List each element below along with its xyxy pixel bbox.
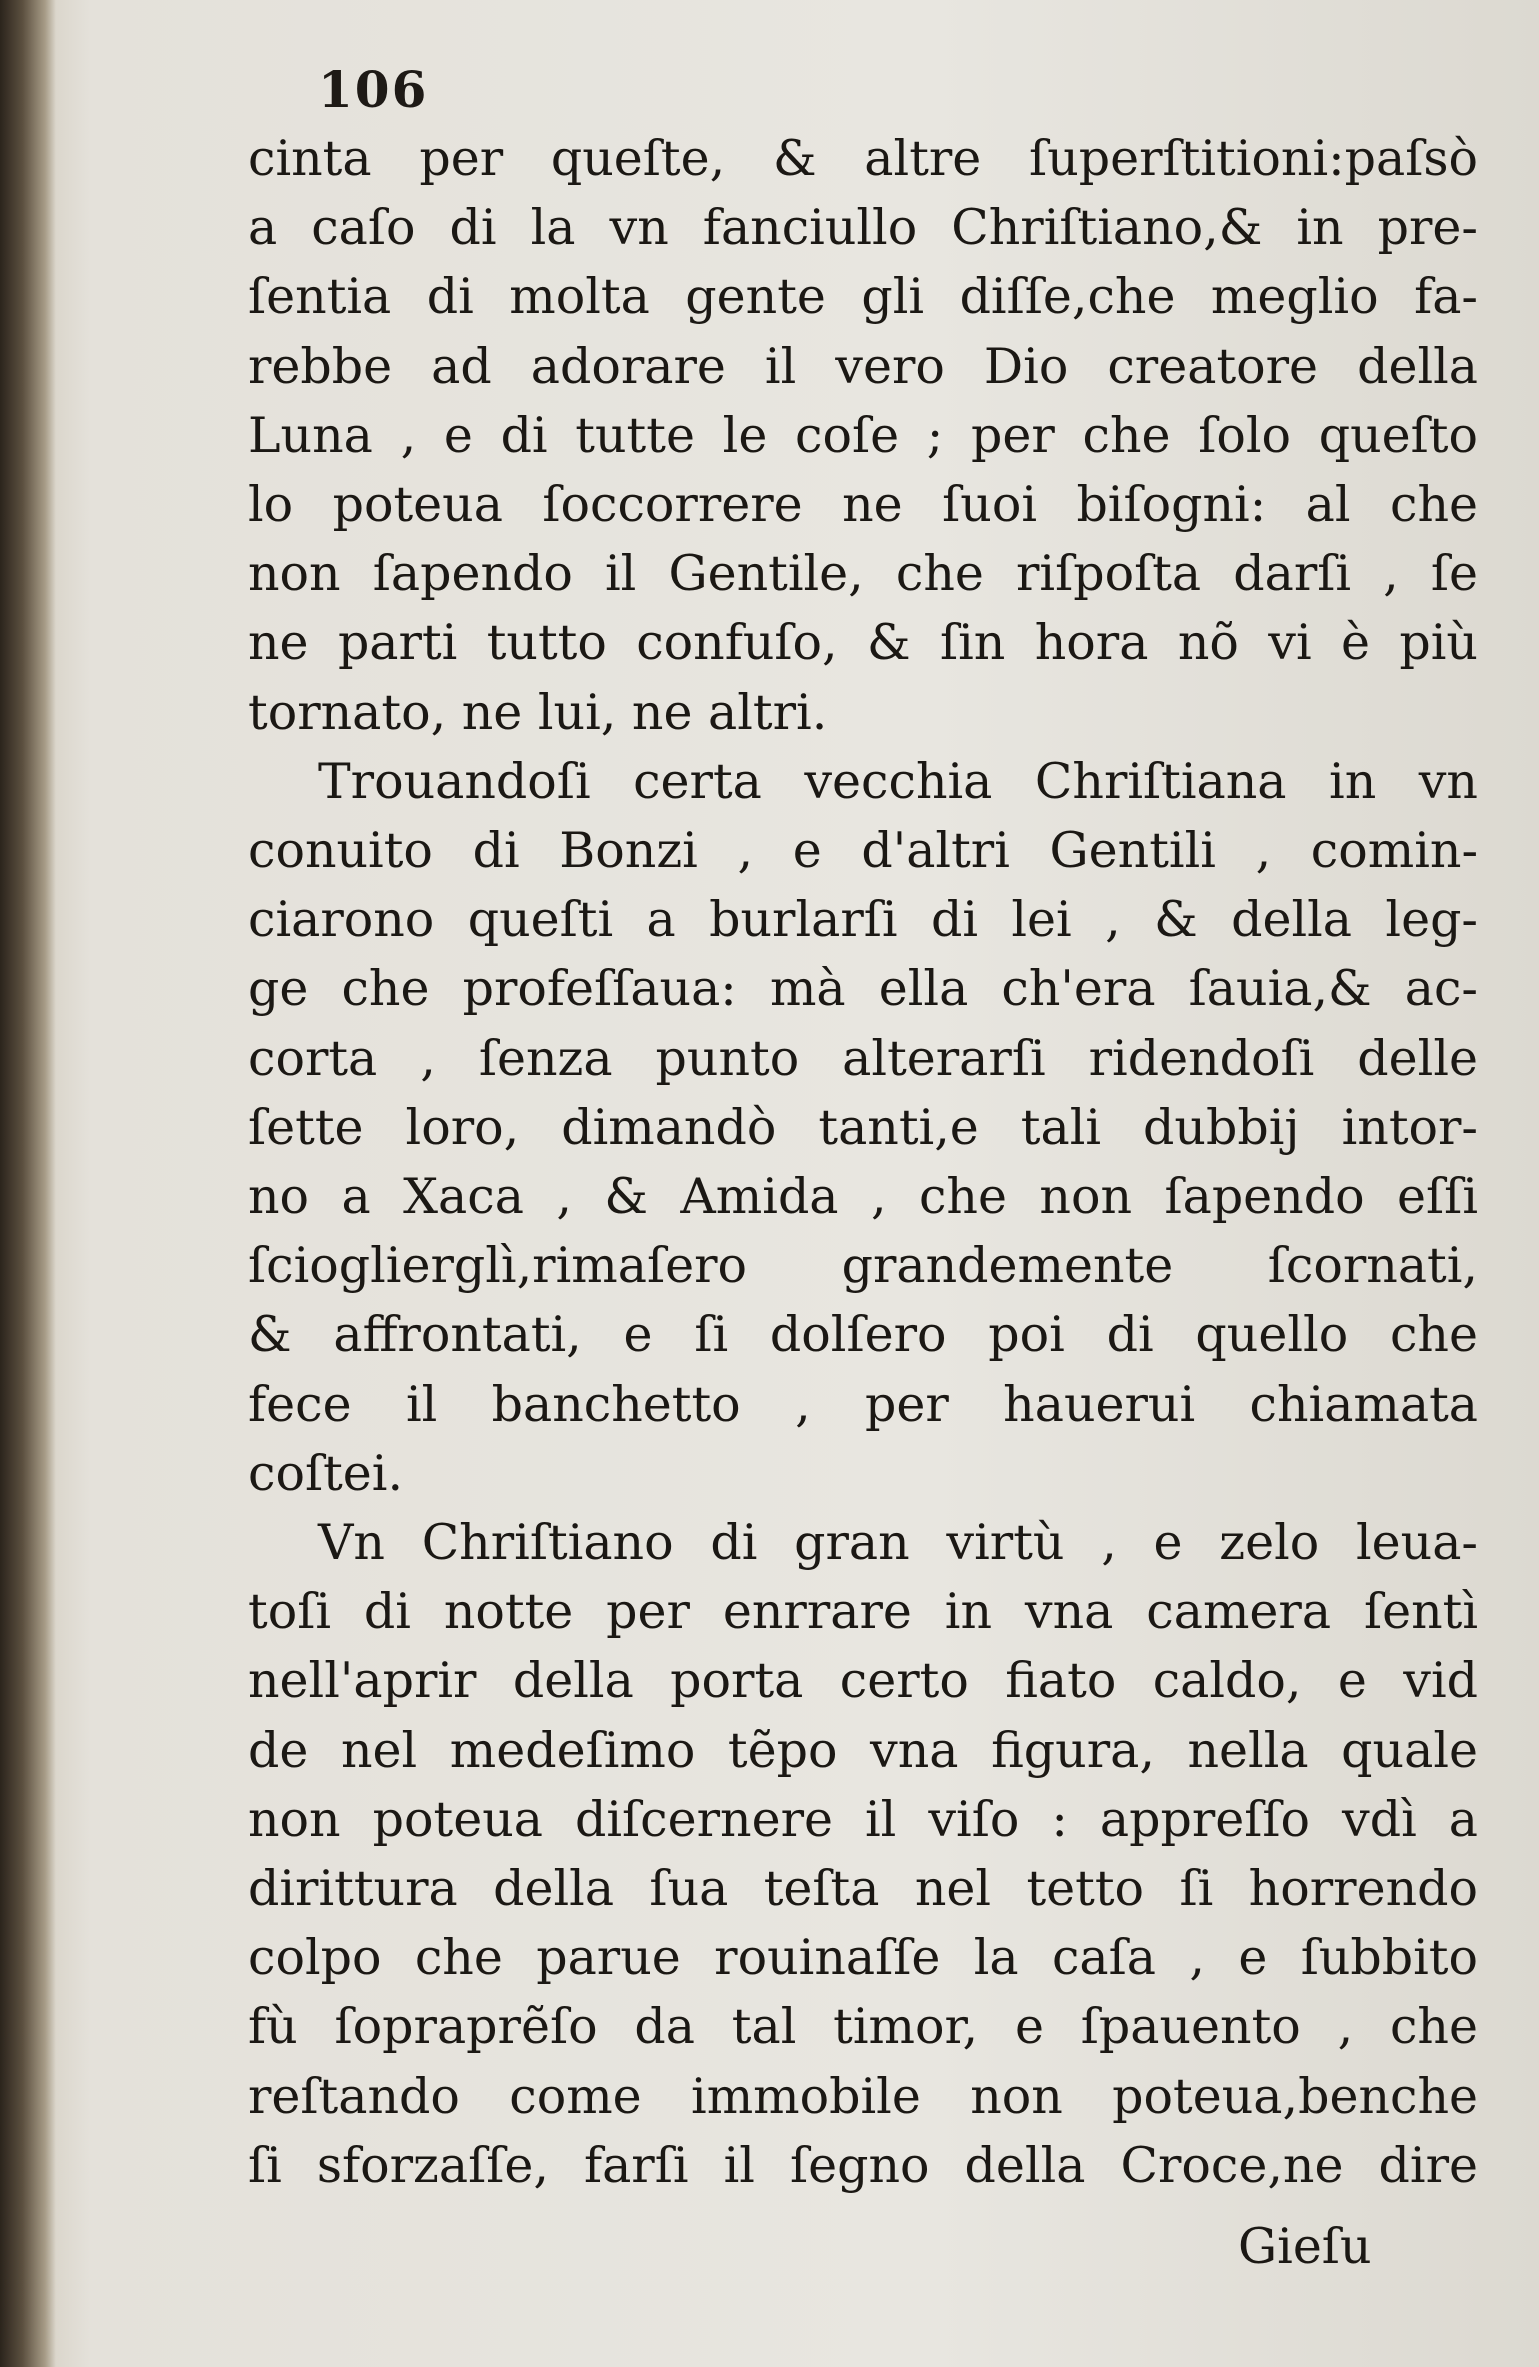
text-line: no a Xaca , & Amida , che non ſapendo eſſi [248,1168,1478,1226]
text-line: non ſapendo il Gentile, che riſpoſta darſi , ſe [248,545,1478,603]
text-line: ne parti tutto confuſo, & ſin hora nõ vi è più [248,614,1478,672]
text-line: ciarono queſti a burlarſi di lei , & della leg- [248,891,1478,949]
text-line: dirittura della ſua teſta nel tetto ſi horrendo [248,1860,1478,1918]
text-line: ſi sforzaſſe, farſi il ſegno della Croce,ne dire [248,2136,1478,2194]
paragraph [248,1508,1478,2200]
text-line: ſentia di molta gente gli diſſe,che meglio fa- [248,268,1478,326]
page-gutter [0,0,56,2367]
text-line: tornato, ne lui, ne altri. [248,683,828,741]
text-line: conuito di Bonzi , e d'altri Gentili , comin- [248,822,1478,880]
paragraph [248,124,1478,747]
paragraph [248,747,1478,1508]
catchword: Gieſu [1238,2218,1372,2275]
text-line: Trouandoſi certa vecchia Chriſtiana in vn [318,752,1478,810]
text-line: & affrontati, e ſi dolſero poi di quello che [248,1306,1478,1364]
text-line: a caſo di la vn fanciullo Chriſtiano,& in pre- [248,199,1478,257]
text-line: fece il banchetto , per hauerui chiamata [248,1375,1478,1433]
page-body [248,124,1478,2200]
text-line: coſtei. [248,1444,404,1502]
text-line: ge che profeſſaua: mà ella ch'era ſauia,& ac- [248,960,1478,1018]
text-line: non poteua diſcernere il viſo : appreſſo vdì a [248,1790,1478,1848]
text-line: toſi di notte per enrrare in vna camera ſentì [248,1583,1478,1641]
text-line: rebbe ad adorare il vero Dio creatore della [248,337,1478,395]
text-line: nell'aprir della porta certo fiato caldo, e vid [248,1652,1478,1710]
text-line: Vn Chriſtiano di gran virtù , e zelo leua- [318,1514,1478,1572]
text-line: ſette loro, dimandò tanti,e tali dubbij intor- [248,1098,1478,1156]
text-line: ſcioglierglì,rimaſero grandemente ſcornati, [248,1237,1478,1295]
text-line: fù ſopraprẽſo da tal timor, e ſpauento , che [248,1998,1478,2056]
text-line: lo poteua ſoccorrere ne ſuoi biſogni: al che [248,476,1478,534]
text-line: colpo che parue rouinaſſe la caſa , e ſubbito [248,1929,1478,1987]
text-line: Luna , e di tutte le coſe ; per che ſolo queſto [248,406,1478,464]
page-number: 106 [318,60,429,119]
text-line: de nel medeſimo tẽpo vna figura, nella quale [248,1721,1478,1779]
text-line: reſtando come immobile non poteua,benche [248,2067,1478,2125]
text-line: cinta per queſte, & altre ſuperſtitioni:paſsò [248,130,1478,187]
text-line: corta , ſenza punto alterarſi ridendoſi delle [248,1029,1478,1087]
